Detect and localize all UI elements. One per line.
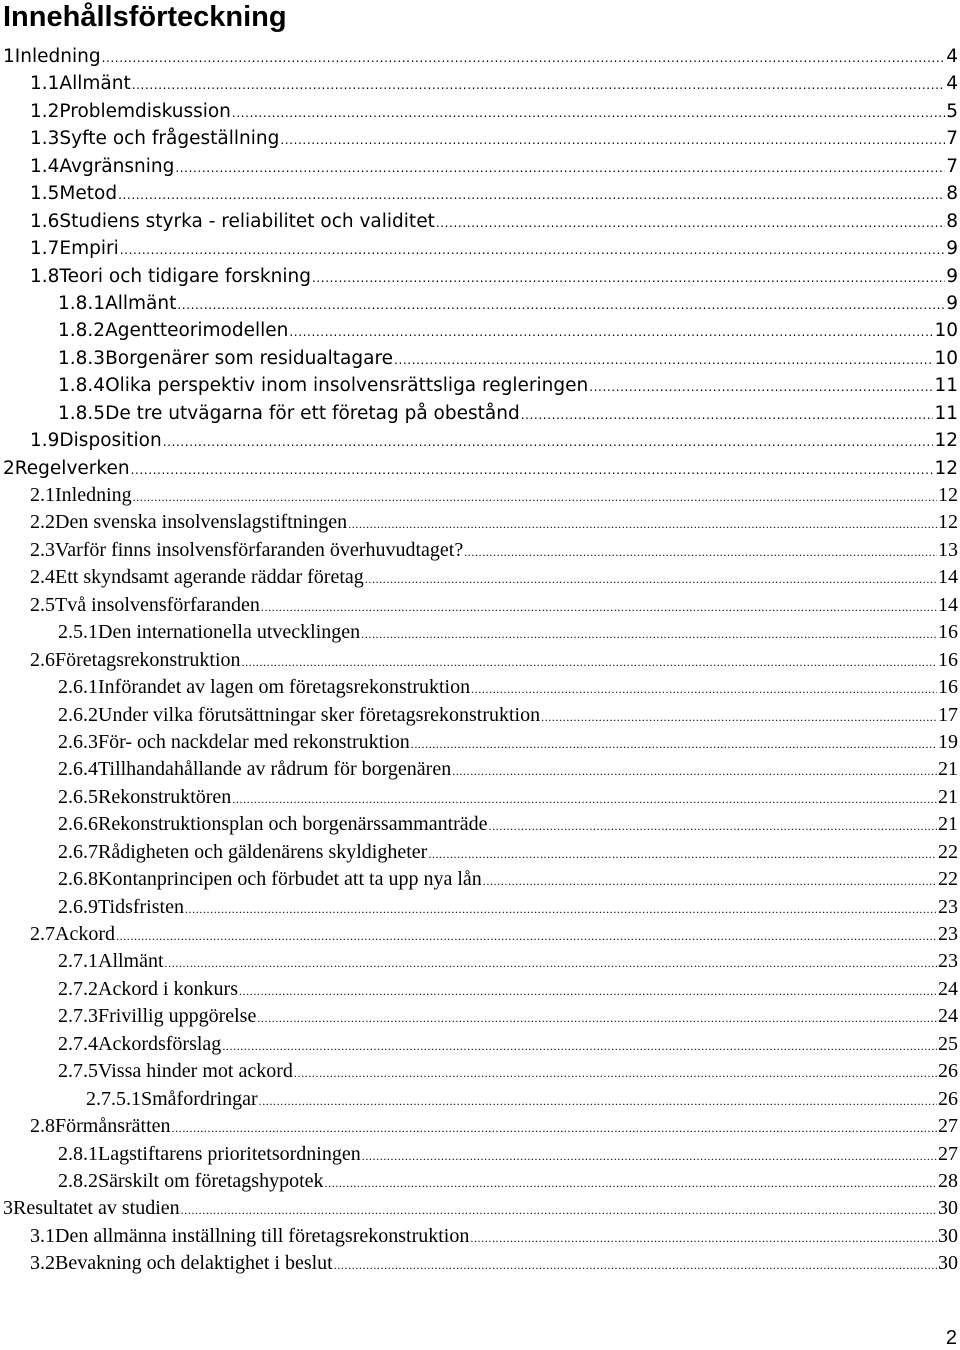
dot-leader [348, 511, 937, 538]
toc-entry-number: 2.6.3 [58, 730, 98, 753]
toc-entry-number: 3.1 [30, 1224, 55, 1247]
toc-entry-title: Företagsrekonstruktion [55, 648, 241, 671]
toc-entry[interactable] [0, 702, 960, 729]
toc-entry-page: 19 [938, 730, 958, 753]
dot-leader [185, 896, 937, 923]
toc-entry-title: För- och nackdelar med rekonstruktion [98, 730, 410, 753]
toc-entry[interactable] [0, 1058, 960, 1085]
toc-entry-page: 7 [946, 128, 958, 150]
toc-entry-page: 14 [938, 566, 958, 589]
dot-leader [411, 731, 937, 758]
dot-leader [181, 1197, 937, 1224]
toc-entry[interactable] [0, 674, 960, 701]
toc-entry-number: 1.9 [30, 430, 60, 452]
toc-entry-page: 23 [938, 950, 958, 973]
toc-entry-page: 11 [934, 375, 958, 397]
toc-entry-number: 1.8.2 [58, 320, 106, 342]
dot-leader [120, 237, 945, 264]
toc-entry-title: Vissa hinder mot ackord [98, 1060, 293, 1083]
toc-entry[interactable] [0, 894, 960, 921]
toc-entry-title: Den allmänna inställning till företagsrekonstruktion [55, 1224, 470, 1247]
toc-entry[interactable] [0, 1003, 960, 1030]
toc-entry-page: 21 [938, 785, 958, 808]
dot-leader [471, 676, 937, 703]
toc-entry-number: 1.8.3 [58, 347, 106, 369]
toc-entry-number: 1.8.1 [58, 292, 106, 314]
toc-entry[interactable] [0, 455, 960, 482]
toc-entry-title: Ett skyndsamt agerande räddar företag [55, 566, 364, 589]
toc-entry-page: 27 [938, 1115, 958, 1138]
toc-entry-title: Avgränsning [59, 155, 175, 177]
toc-entry-title: Allmänt [98, 950, 164, 973]
toc-entry-page: 11 [934, 402, 958, 424]
toc-entry-page: 8 [946, 183, 958, 205]
dot-leader [464, 539, 937, 566]
dot-leader [261, 594, 937, 621]
dot-leader [294, 1060, 937, 1087]
toc-entry-page: 9 [946, 265, 958, 287]
toc-entry-number: 2.5.1 [58, 621, 98, 644]
dot-leader [172, 1115, 937, 1142]
toc-entry-number: 2.6 [30, 648, 55, 671]
dot-leader [452, 758, 937, 785]
dot-leader [232, 100, 945, 127]
toc-entry-number: 1.5 [30, 183, 60, 205]
toc-entry[interactable] [0, 1250, 960, 1277]
dot-leader [521, 402, 934, 429]
toc-entry-title: Förmånsrätten [55, 1115, 171, 1138]
toc-entry-title: Bevakning och delaktighet i beslut [55, 1252, 333, 1275]
dot-leader [133, 484, 937, 511]
dot-leader [102, 45, 946, 72]
toc-entry[interactable] [0, 592, 960, 619]
toc-entry[interactable] [0, 1031, 960, 1058]
dot-leader [116, 923, 937, 950]
toc-entry-title: Disposition [59, 430, 162, 452]
toc-entry[interactable] [0, 866, 960, 893]
toc-entry-title: Problemdiskussion [59, 100, 231, 122]
toc-entry-title: Inledning [55, 484, 132, 506]
dot-leader [280, 127, 945, 154]
toc-entry[interactable] [0, 98, 960, 125]
toc-entry-page: 17 [938, 703, 958, 726]
toc-entry-title: Ackordsförslag [98, 1032, 222, 1055]
toc-entry-page: 5 [946, 100, 958, 122]
toc-entry-page: 10 [934, 320, 958, 342]
toc-entry[interactable] [0, 976, 960, 1003]
toc-entry[interactable] [0, 1168, 960, 1195]
toc-entry[interactable] [0, 290, 960, 317]
dot-leader [289, 319, 933, 346]
toc-entry-page: 25 [938, 1032, 958, 1055]
toc-entry-title: Agentteorimodellen [105, 320, 289, 342]
toc-entry[interactable] [0, 235, 960, 262]
toc-entry-number: 3 [3, 1197, 13, 1220]
toc-entry-number: 1.4 [30, 155, 60, 177]
dot-leader [361, 621, 937, 648]
toc-entry-page: 16 [938, 676, 958, 699]
toc-entry-number: 2.7.1 [58, 950, 98, 973]
toc-entry[interactable] [0, 427, 960, 454]
toc-entry-number: 1.1 [30, 73, 60, 95]
dot-leader [259, 1088, 937, 1115]
toc-entry-page: 28 [938, 1169, 958, 1192]
toc-entry-title: Tillhandahållande av rådrum för borgenären [98, 758, 452, 781]
toc-entry-page: 12 [938, 511, 958, 534]
dot-leader [131, 457, 934, 484]
toc-entry-page: 30 [938, 1224, 958, 1247]
dot-leader [312, 265, 945, 292]
dot-leader [483, 868, 937, 895]
toc-entry-title: Teori och tidigare forskning [59, 265, 311, 287]
toc-entry-page: 16 [938, 621, 958, 644]
dot-leader [436, 210, 945, 237]
dot-leader [118, 182, 945, 209]
toc-entry[interactable] [0, 153, 960, 180]
toc-entry-page: 30 [938, 1252, 958, 1275]
dot-leader [470, 1225, 937, 1252]
toc-entry-page: 26 [938, 1060, 958, 1083]
toc-entry-title: Tidsfristen [98, 895, 184, 918]
toc-entry[interactable] [0, 756, 960, 783]
toc-entry[interactable] [0, 729, 960, 756]
toc-entry-title: Rekonstruktionsplan och borgenärssammanträde [98, 813, 488, 836]
toc-entry-title: Regelverken [14, 457, 130, 479]
dot-leader [428, 841, 937, 868]
toc-entry-title: Ackord i konkurs [98, 977, 238, 1000]
dot-leader [165, 950, 937, 977]
dot-leader [489, 813, 937, 840]
toc-entry-page: 30 [938, 1197, 958, 1220]
toc-entry-title: De tre utvägarna för ett företag på obestånd [105, 402, 520, 424]
dot-leader [222, 1033, 937, 1060]
dot-leader [242, 649, 937, 676]
toc-entry-number: 2.7 [30, 923, 55, 945]
toc-entry[interactable] [0, 263, 960, 290]
toc-entry-title: Allmänt [59, 73, 131, 95]
toc-entry-page: 9 [946, 238, 958, 260]
toc-entry-title: Införandet av lagen om företagsrekonstruktion [98, 676, 471, 699]
toc-entry-title: Olika perspektiv inom insolvensrättsliga regleringen [105, 375, 589, 397]
toc-entry[interactable] [0, 1195, 960, 1222]
toc-entry-number: 2.8 [30, 1115, 55, 1138]
toc-entry-number: 3.2 [30, 1252, 55, 1275]
toc-entry-title: Särskilt om företagshypotek [98, 1169, 324, 1192]
toc-entry-number: 1.8.4 [58, 375, 106, 397]
toc-entry-number: 1 [3, 46, 15, 67]
toc-entry-page: 21 [938, 813, 958, 836]
toc-entry-page: 21 [938, 758, 958, 781]
toc-entry[interactable] [0, 1141, 960, 1168]
toc-entry-page: 27 [938, 1142, 958, 1165]
toc-entry-number: 2.4 [30, 566, 55, 589]
toc-entry[interactable] [0, 345, 960, 372]
dot-leader [232, 786, 937, 813]
toc-entry-title: Ackord [55, 923, 115, 945]
toc-entry-number: 2.6.5 [58, 785, 98, 808]
toc-entry[interactable] [0, 1113, 960, 1140]
toc-entry-title: Allmänt [105, 292, 177, 314]
dot-leader [589, 374, 933, 401]
dot-leader [257, 1005, 937, 1032]
dot-leader [541, 704, 937, 731]
toc-entry-page: 14 [938, 593, 958, 616]
toc-entry-number: 2.7.5.1 [86, 1087, 141, 1110]
toc-entry-number: 2.6.9 [58, 895, 98, 918]
toc-entry-page: 22 [938, 840, 958, 863]
toc-entry-number: 2.6.6 [58, 813, 98, 836]
toc-entry-page: 12 [934, 457, 958, 479]
toc-entry[interactable] [0, 784, 960, 811]
toc-entry-number: 1.8.5 [58, 402, 106, 424]
toc-entry-number: 2.8.2 [58, 1169, 98, 1192]
toc-entry-title: Metod [59, 183, 118, 205]
toc-entry-title: Inledning [14, 46, 101, 67]
toc-entry[interactable] [0, 372, 960, 399]
dot-leader [394, 347, 933, 374]
toc-entry-number: 2.6.2 [58, 703, 98, 726]
toc-entry[interactable] [0, 537, 960, 564]
toc-entry[interactable] [0, 400, 960, 427]
page-title: Innehållsförteckning [3, 1, 287, 33]
toc-entry[interactable] [0, 317, 960, 344]
toc-entry[interactable] [0, 839, 960, 866]
toc-entry-number: 1.2 [30, 100, 60, 122]
toc-entry-number: 1.3 [30, 128, 60, 150]
toc-entry-title: Studiens styrka - reliabilitet och validitet [59, 210, 435, 232]
toc-entry-title: Borgenärer som residualtagare [105, 347, 394, 369]
toc-entry-number: 2.6.1 [58, 676, 98, 699]
toc-entry-number: 2.6.4 [58, 758, 98, 781]
toc-entry[interactable] [0, 1223, 960, 1250]
toc-entry-number: 2 [3, 457, 15, 479]
toc-entry-title: Den internationella utvecklingen [98, 621, 361, 644]
toc-entry-title: Rekonstruktören [98, 785, 232, 808]
dot-leader [175, 155, 945, 182]
toc-entry-page: 4 [946, 46, 958, 67]
toc-entry-page: 24 [938, 1005, 958, 1028]
page-number: 2 [945, 1327, 957, 1349]
toc-entry-number: 2.5 [30, 593, 55, 616]
toc-entry-page: 7 [946, 155, 958, 177]
toc-entry[interactable] [0, 948, 960, 975]
toc-entry-page: 16 [938, 648, 958, 671]
toc-entry-title: Empiri [59, 238, 119, 260]
dot-leader [163, 429, 934, 456]
toc-list [0, 43, 960, 1278]
toc-entry-number: 1.8 [30, 265, 60, 287]
toc-entry[interactable] [0, 509, 960, 536]
toc-entry-page: 9 [946, 292, 958, 314]
dot-leader [362, 1143, 937, 1170]
toc-entry-title: Syfte och frågeställning [59, 128, 280, 150]
toc-entry-page: 24 [938, 977, 958, 1000]
toc-entry-number: 2.7.4 [58, 1032, 98, 1055]
toc-entry-number: 2.7.5 [58, 1060, 98, 1083]
toc-entry-number: 2.7.3 [58, 1005, 98, 1028]
dot-leader [132, 72, 946, 99]
toc-entry-title: Den svenska insolvenslagstiftningen [55, 511, 348, 534]
toc-entry-title: Rådigheten och gäldenärens skyldigheter [98, 840, 428, 863]
toc-entry[interactable] [0, 564, 960, 591]
toc-entry-page: 8 [946, 210, 958, 232]
toc-entry-title: Varför finns insolvensförfaranden överhuvudtaget? [55, 538, 464, 561]
toc-entry[interactable] [0, 43, 960, 70]
toc-entry-title: Resultatet av studien [13, 1197, 180, 1220]
toc-entry[interactable] [0, 921, 960, 948]
toc-entry-page: 10 [934, 347, 958, 369]
toc-entry[interactable] [0, 482, 960, 509]
toc-entry-page: 26 [938, 1087, 958, 1110]
toc-entry-number: 2.1 [30, 484, 55, 506]
toc-entry-page: 12 [938, 484, 958, 506]
toc-entry-title: Under vilka förutsättningar sker företagsrekonstruktion [98, 703, 541, 726]
toc-entry-number: 2.7.2 [58, 977, 98, 1000]
toc-entry-title: Kontanprincipen och förbudet att ta upp nya lån [98, 868, 482, 891]
toc-entry[interactable] [0, 180, 960, 207]
toc-entry[interactable] [0, 1086, 960, 1113]
toc-entry-page: 4 [946, 73, 958, 95]
toc-entry-number: 1.6 [30, 210, 60, 232]
toc-entry-page: 23 [938, 923, 958, 945]
toc-entry-title: Frivillig uppgörelse [98, 1005, 257, 1028]
dot-leader [325, 1170, 937, 1197]
dot-leader [239, 978, 937, 1005]
toc-entry-number: 2.6.7 [58, 840, 98, 863]
toc-entry-number: 2.2 [30, 511, 55, 534]
toc-entry[interactable] [0, 208, 960, 235]
toc-entry[interactable] [0, 619, 960, 646]
toc-entry-number: 1.7 [30, 238, 60, 260]
toc-entry[interactable] [0, 811, 960, 838]
toc-entry[interactable] [0, 647, 960, 674]
toc-entry-number: 2.6.8 [58, 868, 98, 891]
dot-leader [177, 292, 945, 319]
toc-entry-number: 2.3 [30, 538, 55, 561]
toc-entry-title: Två insolvensförfaranden [55, 593, 260, 616]
dot-leader [365, 566, 937, 593]
toc-entry-title: Småfordringar [141, 1087, 258, 1110]
toc-entry-number: 2.8.1 [58, 1142, 98, 1165]
toc-entry[interactable] [0, 125, 960, 152]
dot-leader [334, 1252, 937, 1279]
toc-entry-page: 12 [934, 430, 958, 452]
toc-entry-title: Lagstiftarens prioritetsordningen [98, 1142, 361, 1165]
toc-entry-page: 13 [938, 538, 958, 561]
toc-entry-page: 22 [938, 868, 958, 891]
toc-entry-page: 23 [938, 895, 958, 918]
toc-entry[interactable] [0, 70, 960, 97]
